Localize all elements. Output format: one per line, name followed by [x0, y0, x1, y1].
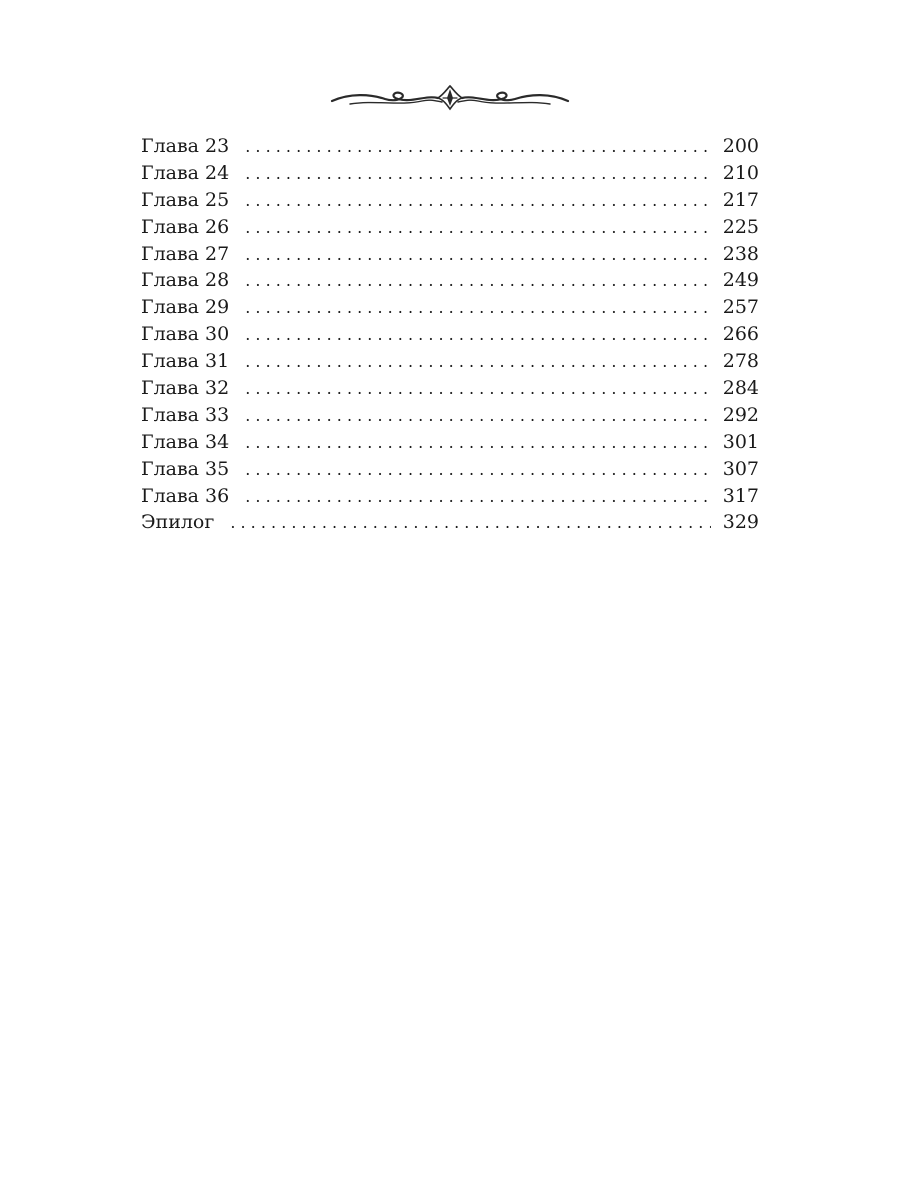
toc-entry[interactable] [141, 429, 759, 456]
toc-entry-page: 292 [722, 403, 759, 426]
toc-entry-title: Глава 36 [141, 484, 230, 507]
dot-leader [245, 268, 711, 295]
toc-entry[interactable] [141, 187, 759, 214]
dot-leader [245, 457, 711, 484]
toc-entry-page: 284 [722, 377, 759, 400]
flourish-ornament-icon [330, 84, 570, 112]
dot-leader [245, 242, 711, 269]
toc-entry-title: Глава 27 [141, 242, 230, 265]
toc-entry[interactable] [141, 483, 759, 510]
dot-leader [245, 161, 711, 188]
dot-leader [230, 510, 710, 537]
dot-leader [245, 349, 711, 376]
toc-entry-page: 278 [722, 350, 759, 373]
toc-entry[interactable] [141, 321, 759, 348]
toc-entry-title: Глава 28 [141, 269, 230, 292]
toc-entry-title: Глава 24 [141, 161, 230, 184]
dot-leader [245, 376, 711, 403]
toc-entry-page: 210 [722, 161, 759, 184]
toc-entry-page: 225 [722, 215, 759, 238]
toc-entry-title: Глава 26 [141, 215, 230, 238]
dot-leader [245, 295, 711, 322]
toc-entry[interactable] [141, 375, 759, 402]
dot-leader [245, 430, 711, 457]
toc-entry[interactable] [141, 160, 759, 187]
toc-entry[interactable] [141, 241, 759, 268]
toc-entry-title: Глава 30 [141, 323, 230, 346]
toc-entry[interactable] [141, 267, 759, 294]
toc-entry-page: 249 [722, 269, 759, 292]
dot-leader [245, 484, 711, 511]
toc-entry[interactable] [141, 133, 759, 160]
toc-entry-page: 317 [722, 484, 759, 507]
dot-leader [245, 134, 711, 161]
toc-entry-title: Глава 31 [141, 350, 230, 373]
toc-entry[interactable] [141, 509, 759, 536]
toc-entry-title: Глава 32 [141, 377, 230, 400]
toc-entry[interactable] [141, 348, 759, 375]
toc-entry-page: 238 [722, 242, 759, 265]
toc-entry-title: Глава 33 [141, 403, 230, 426]
toc-entry[interactable] [141, 214, 759, 241]
toc-entry-page: 257 [722, 296, 759, 319]
dot-leader [245, 403, 711, 430]
toc-entry-page: 217 [722, 188, 759, 211]
toc-entry-page: 307 [722, 457, 759, 480]
toc-entry-title: Глава 34 [141, 430, 230, 453]
toc-entry-page: 301 [722, 430, 759, 453]
toc-entry[interactable] [141, 402, 759, 429]
toc-entry-page: 266 [722, 323, 759, 346]
toc-entry-title: Глава 29 [141, 296, 230, 319]
toc-entry-page: 329 [722, 511, 759, 534]
dot-leader [245, 322, 711, 349]
toc-entry[interactable] [141, 294, 759, 321]
toc-entry-page: 200 [722, 135, 759, 157]
dot-leader [245, 188, 711, 215]
toc-entry[interactable] [141, 456, 759, 483]
toc-entry-title: Глава 25 [141, 188, 230, 211]
toc-entry-title: Глава 35 [141, 457, 230, 480]
table-of-contents [141, 133, 759, 536]
toc-entry-title: Глава 23 [141, 135, 230, 157]
toc-entry-title: Эпилог [141, 511, 215, 534]
dot-leader [245, 215, 711, 242]
